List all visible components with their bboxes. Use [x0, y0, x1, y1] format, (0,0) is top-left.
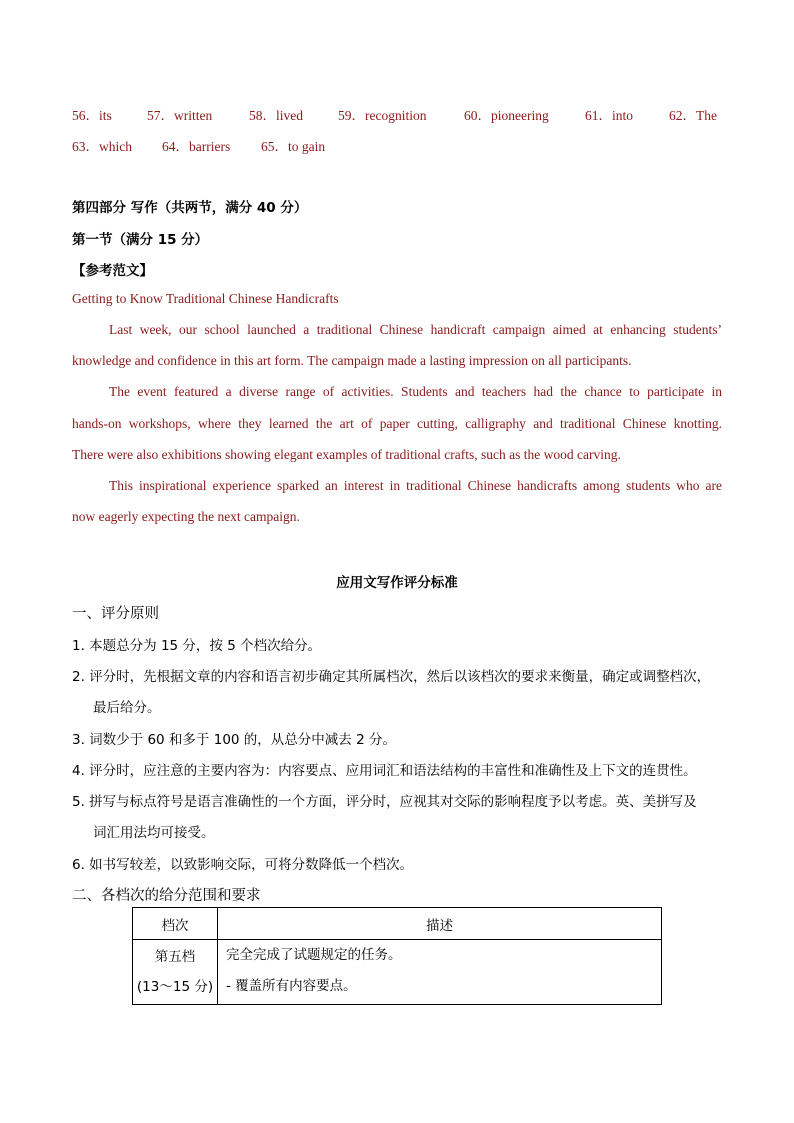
answer-61: 61．into	[585, 108, 634, 123]
col-desc-header: 描述	[218, 908, 662, 940]
essay-title: Getting to Know Traditional Chinese Handicrafts	[72, 291, 339, 306]
level-cell	[133, 940, 218, 1005]
principles-heading: 一、评分原则	[72, 606, 159, 622]
rule-5-cont: 词汇用法均可接受。	[93, 825, 215, 841]
rule-2: 2. 评分时，先根据文章的内容和语言初步确定其所属档次，然后以该档次的要求来衡量，确定或调整档次，	[72, 669, 711, 685]
answer-65: 65．to gain	[261, 139, 326, 154]
essay-p2-line3: There were also exhibitions showing elegant examples of traditional crafts, such as the wood carving.	[72, 447, 621, 462]
essay-p1-line2: knowledge and confidence in this art form. The campaign made a lasting impression on all participants.	[72, 353, 632, 368]
rubric-title: 应用文写作评分标准	[336, 575, 458, 591]
rule-3: 3. 词数少于 60 和多于 100 的，从总分中减去 2 分。	[72, 732, 396, 748]
essay-p3-line2: now eagerly expecting the next campaign.	[72, 509, 300, 524]
sample-essay-label: 【参考范文】	[72, 263, 153, 279]
essay-p1-line1: Last week, our school launched a traditional Chinese handicraft campaign aimed at enhancing students’	[109, 322, 722, 337]
rule-1: 1. 本题总分为 15 分，按 5 个档次给分。	[72, 638, 322, 654]
rubric-table	[132, 907, 662, 1005]
answer-63: 63．which	[72, 139, 132, 154]
section4-heading: 第四部分 写作（共两节，满分 40 分）	[72, 200, 308, 216]
answer-60: 60．pioneering	[464, 108, 549, 123]
rule-4: 4. 评分时，应注意的主要内容为：内容要点、应用词汇和语法结构的丰富性和准确性及上下文的连贯性。	[72, 763, 697, 779]
answer-row-1	[0, 104, 794, 122]
table-row	[133, 940, 662, 1005]
answer-57: 57．written	[147, 108, 213, 123]
answer-row-2	[0, 135, 794, 153]
col-level-header: 档次	[133, 908, 218, 940]
level-range: (13～15 分)	[136, 979, 214, 995]
desc-cell	[218, 940, 662, 1005]
answer-58: 58．lived	[249, 108, 303, 123]
rule-5: 5. 拼写与标点符号是语言准确性的一个方面，评分时，应视其对交际的影响程度予以考虑。英、美拼写及	[72, 794, 697, 810]
rule-6: 6. 如书写较差，以致影响交际，可将分数降低一个档次。	[72, 857, 414, 873]
rule-2-cont: 最后给分。	[93, 700, 161, 716]
level-name: 第五档	[154, 949, 196, 965]
desc-line-1: 完全完成了试题规定的任务。	[226, 947, 402, 963]
levels-heading: 二、各档次的给分范围和要求	[72, 888, 261, 904]
answer-64: 64．barriers	[162, 139, 231, 154]
desc-line-2: - 覆盖所有内容要点。	[226, 978, 357, 994]
section1-heading: 第一节（满分 15 分）	[72, 232, 209, 248]
rubric-table-header	[133, 908, 662, 940]
answer-62: 62．The	[669, 108, 717, 123]
answer-59: 59．recognition	[338, 108, 427, 123]
answer-56: 56．its	[72, 108, 112, 123]
essay-p3-line1: This inspirational experience sparked an interest in traditional Chinese handicrafts among students who are	[109, 478, 722, 493]
essay-p2-line1: The event featured a diverse range of activities. Students and teachers had the chance to participate in	[109, 384, 722, 399]
essay-p2-line2: hands-on workshops, where they learned the art of paper cutting, calligraphy and traditional Chinese knotting.	[72, 416, 722, 431]
